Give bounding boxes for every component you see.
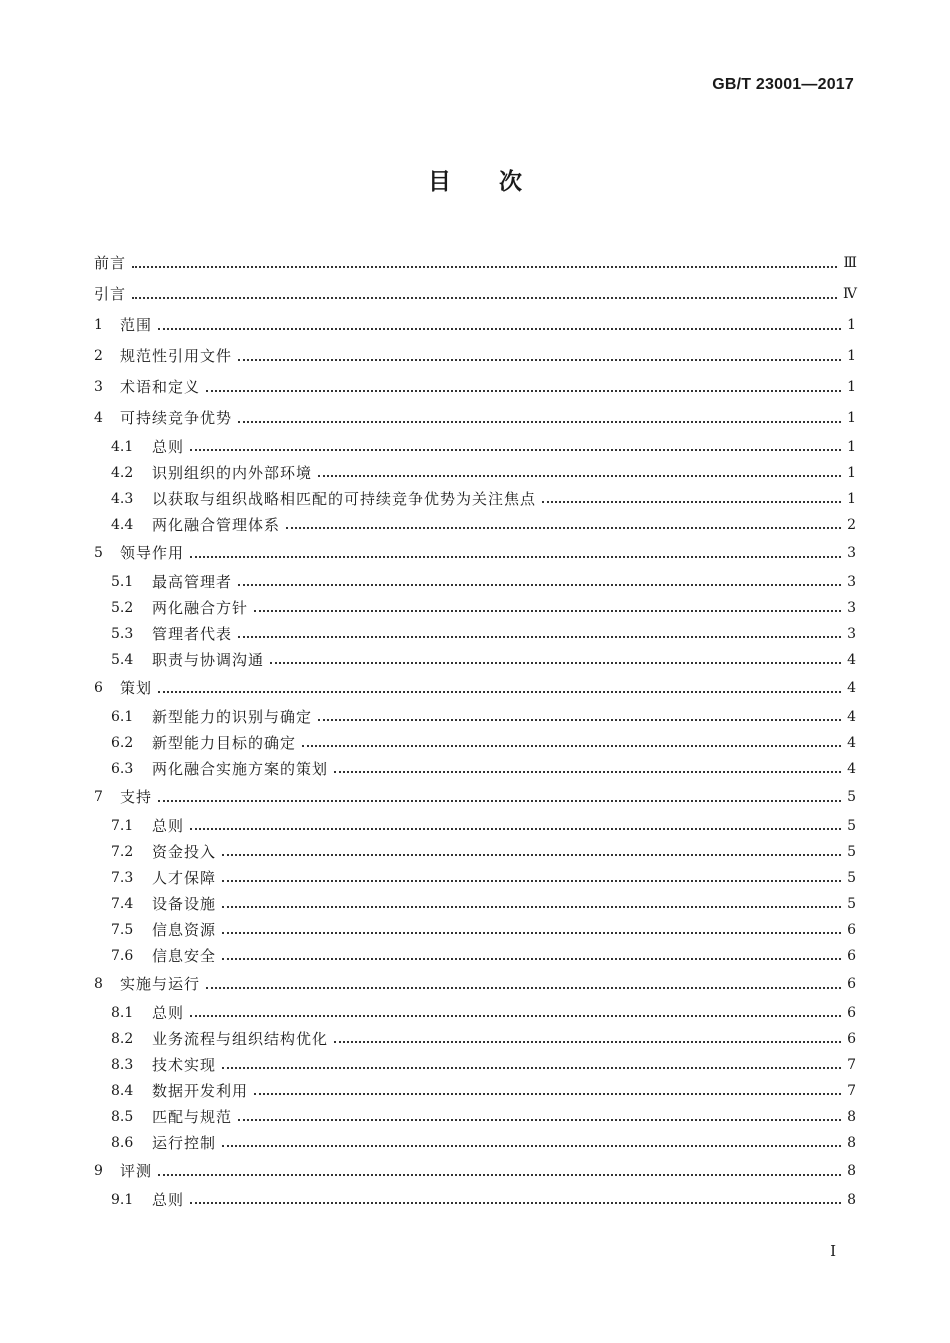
toc-entry-page: 1 — [847, 439, 856, 455]
toc-entry[interactable] — [94, 460, 856, 486]
toc-entry-page: 3 — [847, 574, 856, 590]
toc-entry-label: 管理者代表 — [152, 625, 233, 643]
dot-leader — [190, 828, 841, 830]
toc-entry-number: 8.3 — [111, 1057, 134, 1073]
toc-entry[interactable] — [94, 341, 856, 372]
toc-entry-number: 9.1 — [111, 1192, 134, 1208]
toc-entry-page: Ⅳ — [843, 286, 856, 302]
toc-entry-page: 6 — [847, 948, 856, 964]
toc-entry[interactable] — [94, 569, 856, 595]
toc-entry-page: 5 — [847, 844, 856, 860]
toc-entry-label: 新型能力目标的确定 — [152, 734, 297, 752]
toc-entry-label: 人才保障 — [152, 869, 217, 887]
toc-entry[interactable] — [94, 621, 856, 647]
toc-entry-label: 支持 — [120, 788, 153, 806]
toc-entry[interactable] — [94, 1026, 856, 1052]
toc-entry[interactable] — [94, 865, 856, 891]
dot-leader — [158, 691, 841, 693]
standard-code: GB/T 23001—2017 — [712, 76, 854, 93]
toc-entry-number: 7.1 — [111, 818, 134, 834]
toc-entry-number: 7.4 — [111, 896, 134, 912]
toc-entry-label: 识别组织的内外部环境 — [152, 464, 313, 482]
dot-leader — [222, 932, 841, 934]
dot-leader — [158, 328, 841, 330]
toc-entry[interactable] — [94, 595, 856, 621]
toc-entry-label: 业务流程与组织结构优化 — [152, 1030, 329, 1048]
toc-entry-number: 3 — [94, 379, 103, 395]
toc-entry-number: 8.1 — [111, 1005, 134, 1021]
toc-entry-label: 总则 — [152, 1191, 185, 1209]
dot-leader — [254, 1093, 841, 1095]
dot-leader — [254, 610, 841, 612]
dot-leader — [222, 1145, 841, 1147]
toc-entry-label: 实施与运行 — [120, 975, 201, 993]
toc-entry-number: 5.2 — [111, 600, 134, 616]
dot-leader — [238, 359, 841, 361]
toc-entry-page: 8 — [847, 1192, 856, 1208]
toc-entry[interactable] — [94, 1052, 856, 1078]
toc-entry-number: 5.1 — [111, 574, 134, 590]
dot-leader — [542, 501, 841, 503]
dot-leader — [286, 527, 841, 529]
toc-entry[interactable] — [94, 1078, 856, 1104]
toc-entry-page: 5 — [847, 818, 856, 834]
dot-leader — [334, 1041, 841, 1043]
toc-entry[interactable] — [94, 1000, 856, 1026]
toc-entry[interactable] — [94, 434, 856, 460]
toc-entry[interactable] — [94, 1130, 856, 1156]
page-folio: I — [830, 1242, 836, 1260]
toc-entry-page: 1 — [847, 465, 856, 481]
toc-entry-label: 总则 — [152, 817, 185, 835]
dot-leader — [270, 662, 841, 664]
toc-entry-number: 6.3 — [111, 761, 134, 777]
toc-entry[interactable] — [94, 1104, 856, 1130]
toc-entry-page: 6 — [847, 976, 856, 992]
dot-leader — [238, 1119, 841, 1121]
dot-leader — [222, 854, 841, 856]
toc-entry-label: 总则 — [152, 1004, 185, 1022]
toc-entry-number: 7.2 — [111, 844, 134, 860]
toc-entry[interactable] — [94, 647, 856, 673]
dot-leader — [222, 906, 841, 908]
toc-entry[interactable] — [94, 704, 856, 730]
toc-entry-page: 5 — [847, 896, 856, 912]
toc-entry-page: 5 — [847, 870, 856, 886]
dot-leader — [302, 745, 841, 747]
toc-entry-number: 9 — [94, 1163, 103, 1179]
dot-leader — [158, 800, 841, 802]
dot-leader — [206, 987, 841, 989]
dot-leader — [222, 880, 841, 882]
toc-entry[interactable] — [94, 891, 856, 917]
toc-entry-page: 5 — [847, 789, 856, 805]
toc-entry-label: 范围 — [120, 316, 153, 334]
toc-entry[interactable] — [94, 372, 856, 403]
toc-entry-label: 策划 — [120, 679, 153, 697]
toc-entry-number: 6 — [94, 680, 103, 696]
toc-entry-label: 资金投入 — [152, 843, 217, 861]
toc-entry-label: 总则 — [152, 438, 185, 456]
toc-entry-page: 4 — [847, 680, 856, 696]
toc-entry-label: 引言 — [94, 285, 127, 303]
toc-entry-page: 4 — [847, 761, 856, 777]
toc-entry-label: 两化融合管理体系 — [152, 516, 281, 534]
toc-entry-label: 技术实现 — [152, 1056, 217, 1074]
toc-entry-number: 7.5 — [111, 922, 134, 938]
toc-entry-page: 1 — [847, 410, 856, 426]
toc-entry-label: 职责与协调沟通 — [152, 651, 265, 669]
toc-entry-number: 8.2 — [111, 1031, 134, 1047]
toc-entry-number: 6.1 — [111, 709, 134, 725]
toc-entry-number: 7.3 — [111, 870, 134, 886]
toc-entry-page: 3 — [847, 626, 856, 642]
toc-entry-label: 两化融合实施方案的策划 — [152, 760, 329, 778]
toc-entry-number: 8.4 — [111, 1083, 134, 1099]
toc-entry-number: 4.3 — [111, 491, 134, 507]
toc-entry-number: 4.1 — [111, 439, 134, 455]
toc-entry[interactable] — [94, 1187, 856, 1213]
toc-entry-label: 规范性引用文件 — [120, 347, 233, 365]
toc-entry-page: 1 — [847, 379, 856, 395]
toc-entry-label: 信息资源 — [152, 921, 217, 939]
toc-entry-number: 7 — [94, 789, 103, 805]
dot-leader — [334, 771, 841, 773]
toc-entry-page: 8 — [847, 1135, 856, 1151]
toc-entry-label: 匹配与规范 — [152, 1108, 233, 1126]
toc-entry[interactable] — [94, 813, 856, 839]
toc-entry[interactable] — [94, 839, 856, 865]
dot-leader — [190, 556, 841, 558]
dot-leader — [132, 297, 837, 299]
toc-entry-number: 5 — [94, 545, 103, 561]
toc-entry-page: 6 — [847, 922, 856, 938]
dot-leader — [158, 1174, 841, 1176]
toc-entry-label: 评测 — [120, 1162, 153, 1180]
toc-entry[interactable] — [94, 782, 856, 813]
toc-entry[interactable] — [94, 969, 856, 1000]
dot-leader — [206, 390, 841, 392]
toc-entry-label: 新型能力的识别与确定 — [152, 708, 313, 726]
toc-title: 目次 — [428, 169, 570, 195]
toc-entry-number: 8 — [94, 976, 103, 992]
toc-entry-number: 1 — [94, 317, 103, 333]
toc-entry[interactable] — [94, 279, 856, 310]
toc-entry-page: 1 — [847, 317, 856, 333]
toc-entry-number: 2 — [94, 348, 103, 364]
toc-entry[interactable] — [94, 1156, 856, 1187]
toc-entry[interactable] — [94, 756, 856, 782]
dot-leader — [190, 1015, 841, 1017]
toc-entry-label: 最高管理者 — [152, 573, 233, 591]
toc-entry-number: 5.3 — [111, 626, 134, 642]
dot-leader — [318, 475, 841, 477]
toc-entry[interactable] — [94, 730, 856, 756]
toc-entry[interactable] — [94, 673, 856, 704]
toc-entry-label: 两化融合方针 — [152, 599, 249, 617]
toc-entry-label: 运行控制 — [152, 1134, 217, 1152]
toc-entry-page: Ⅲ — [843, 255, 856, 271]
toc-entry-number: 8.5 — [111, 1109, 134, 1125]
toc-entry-number: 4 — [94, 410, 103, 426]
toc-entry[interactable] — [94, 486, 856, 512]
toc-entry-page: 8 — [847, 1109, 856, 1125]
toc-entry-label: 前言 — [94, 254, 127, 272]
toc-entry-page: 2 — [847, 517, 856, 533]
toc-entry[interactable] — [94, 310, 856, 341]
toc-entry-number: 5.4 — [111, 652, 134, 668]
toc-entry-page: 8 — [847, 1163, 856, 1179]
dot-leader — [132, 266, 837, 268]
dot-leader — [222, 958, 841, 960]
dot-leader — [190, 449, 841, 451]
toc-entry-label: 领导作用 — [120, 544, 185, 562]
toc-entry-page: 4 — [847, 735, 856, 751]
dot-leader — [238, 636, 841, 638]
toc-entry-page: 1 — [847, 348, 856, 364]
toc-entry-page: 4 — [847, 652, 856, 668]
toc-entry-label: 术语和定义 — [120, 378, 201, 396]
toc-entry-number: 7.6 — [111, 948, 134, 964]
toc-entry-label: 信息安全 — [152, 947, 217, 965]
toc-entry-page: 1 — [847, 491, 856, 507]
toc-entry-label: 以获取与组织战略相匹配的可持续竞争优势为关注焦点 — [152, 490, 537, 508]
toc-entry-page: 3 — [847, 545, 856, 561]
toc-entry-page: 6 — [847, 1005, 856, 1021]
toc-entry[interactable] — [94, 248, 856, 279]
toc-entry-page: 4 — [847, 709, 856, 725]
toc-entry-number: 4.2 — [111, 465, 134, 481]
toc-entry-number: 4.4 — [111, 517, 134, 533]
dot-leader — [238, 584, 841, 586]
toc-entry-page: 3 — [847, 600, 856, 616]
toc-entry-page: 7 — [847, 1057, 856, 1073]
dot-leader — [238, 421, 841, 423]
toc-entry[interactable] — [94, 538, 856, 569]
toc-entry[interactable] — [94, 512, 856, 538]
toc-entry-number: 6.2 — [111, 735, 134, 751]
toc-entry[interactable] — [94, 917, 856, 943]
toc-entry-page: 7 — [847, 1083, 856, 1099]
table-of-contents — [94, 248, 856, 1213]
dot-leader — [222, 1067, 841, 1069]
toc-entry[interactable] — [94, 403, 856, 434]
dot-leader — [190, 1202, 841, 1204]
dot-leader — [318, 719, 841, 721]
toc-entry[interactable] — [94, 943, 856, 969]
toc-entry-label: 设备设施 — [152, 895, 217, 913]
toc-entry-label: 可持续竞争优势 — [120, 409, 233, 427]
toc-entry-number: 8.6 — [111, 1135, 134, 1151]
toc-entry-label: 数据开发利用 — [152, 1082, 249, 1100]
toc-entry-page: 6 — [847, 1031, 856, 1047]
